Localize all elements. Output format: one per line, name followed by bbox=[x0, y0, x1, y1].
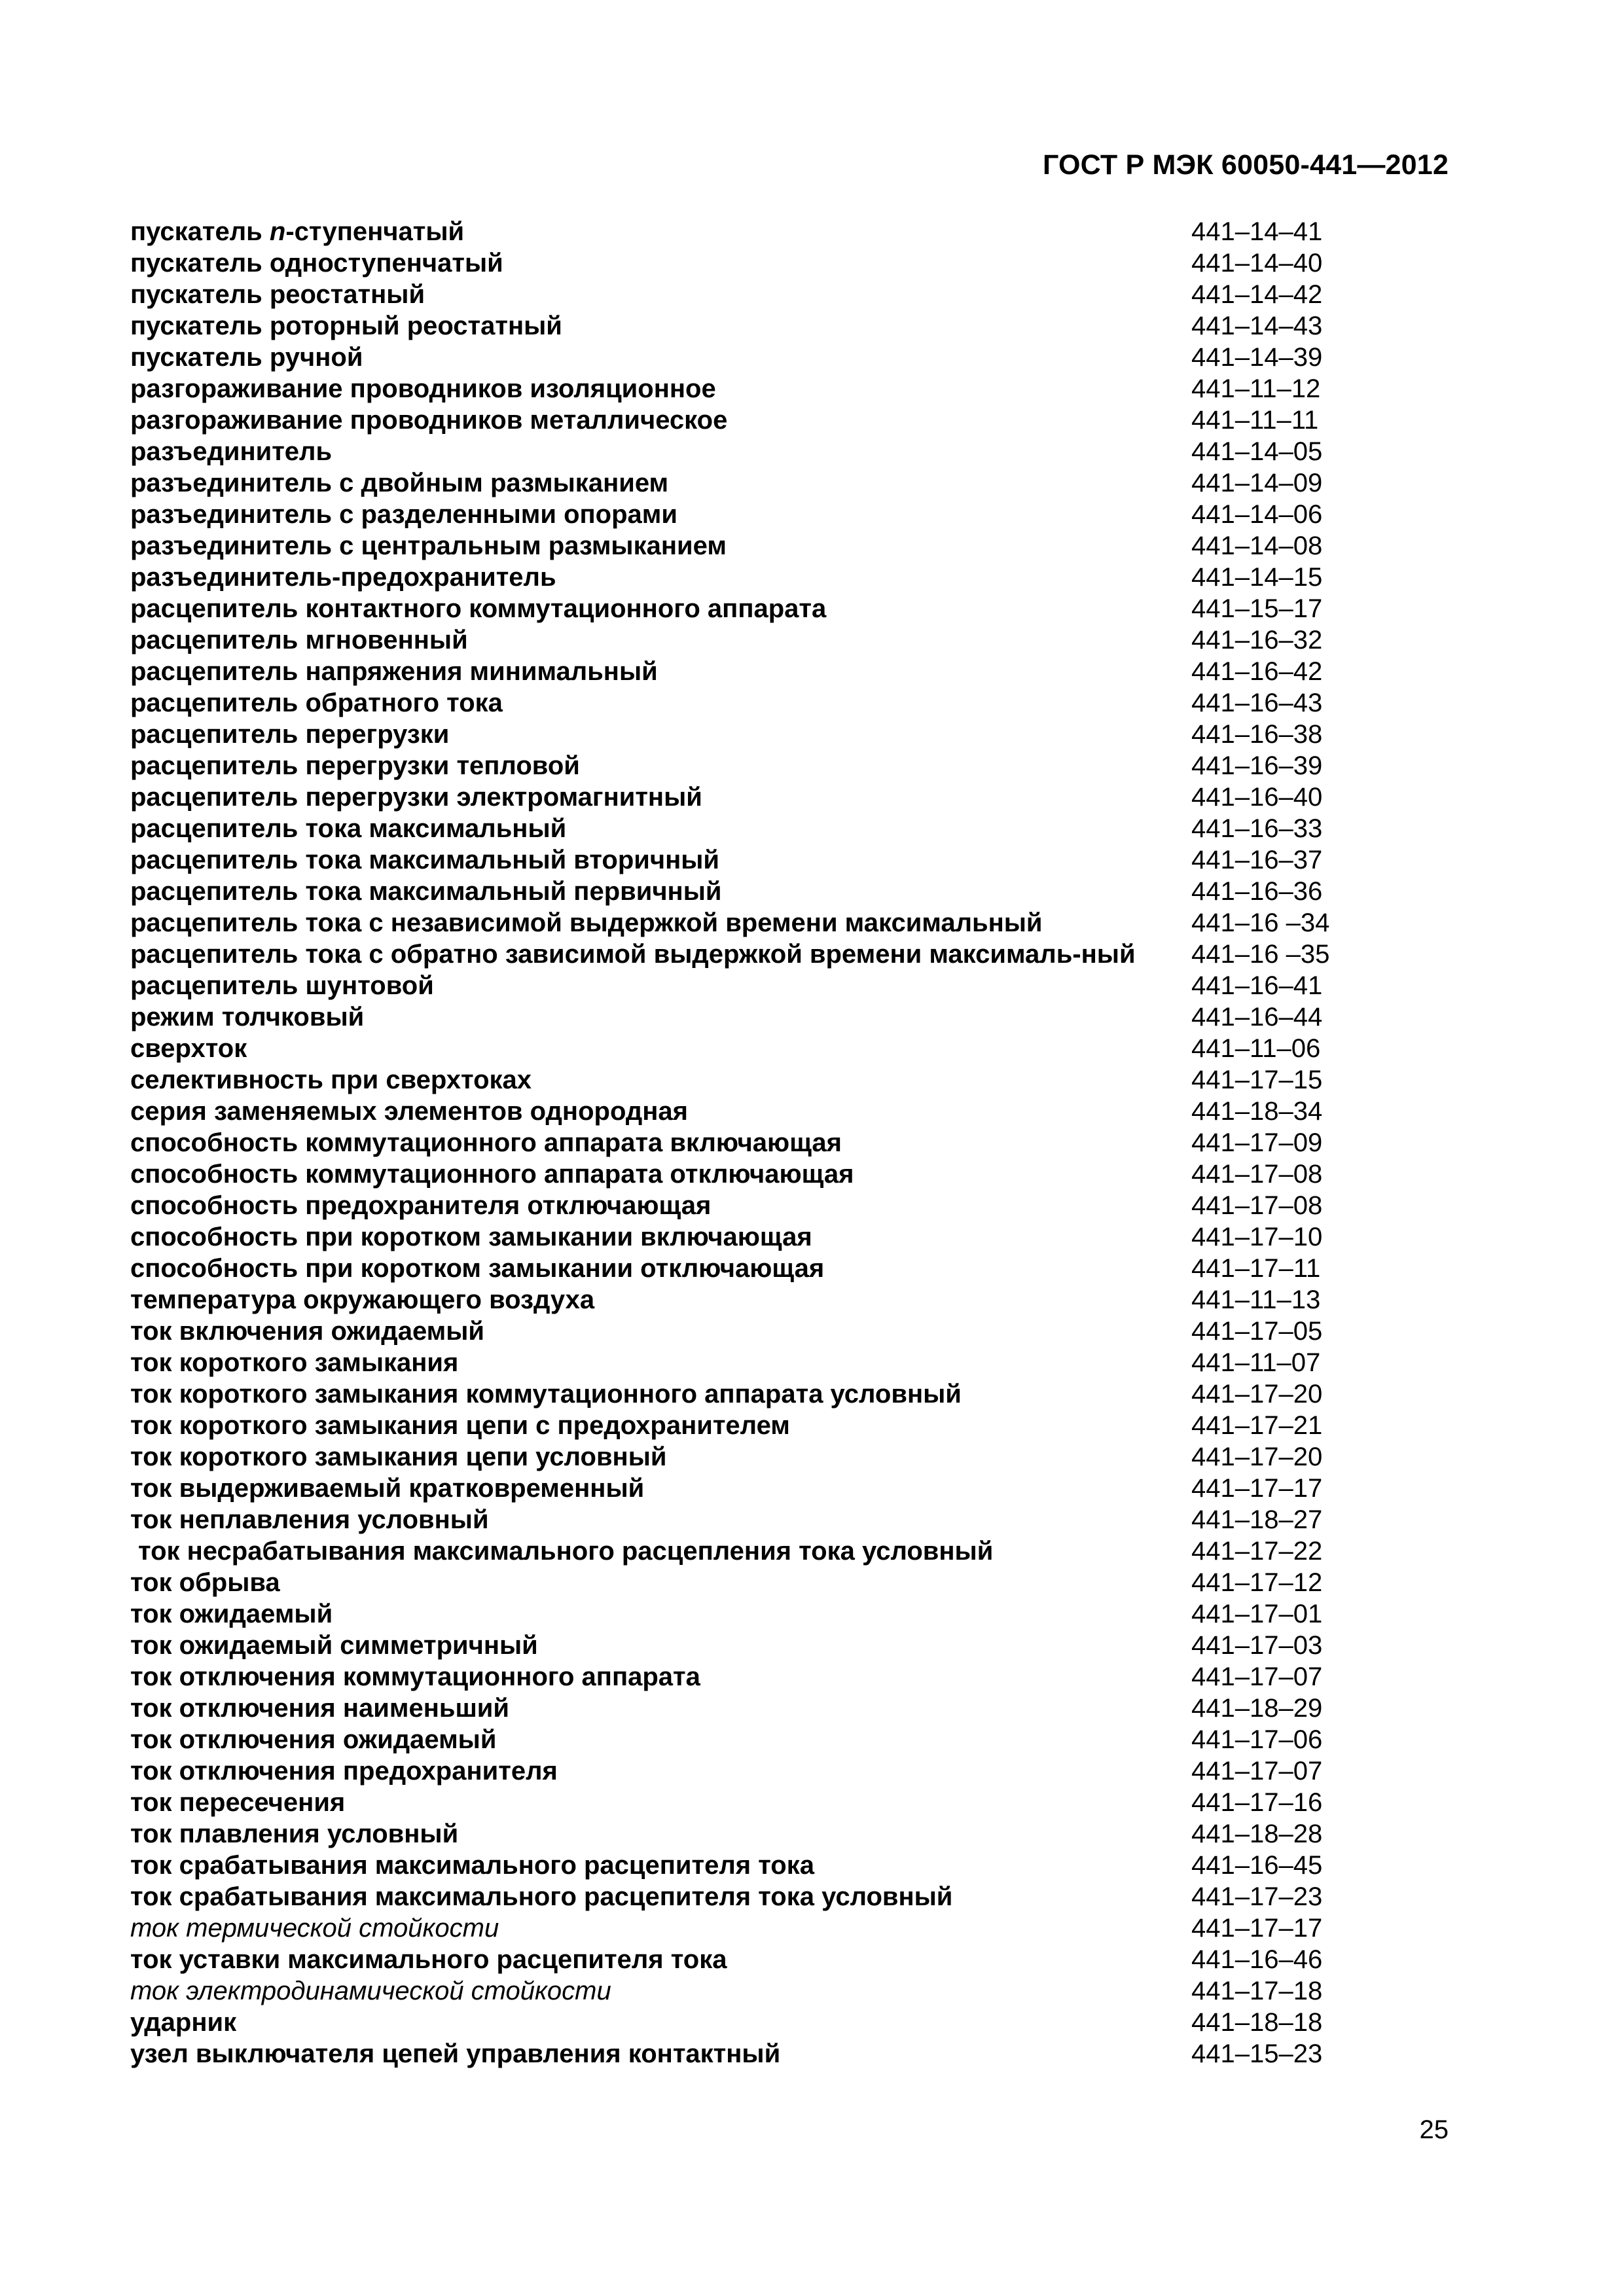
index-term: ток включения ожидаемый bbox=[130, 1317, 484, 1346]
index-code: 441–17–21 bbox=[1191, 1411, 1323, 1440]
index-code: 441–17–10 bbox=[1191, 1223, 1323, 1251]
index-code: 441–17–08 bbox=[1191, 1191, 1323, 1220]
index-code: 441–17–06 bbox=[1191, 1725, 1323, 1754]
index-entry bbox=[130, 876, 1453, 907]
index-term: ток уставки максимального расцепителя тока bbox=[130, 1945, 727, 1974]
index-term: ток отключения ожидаемый bbox=[130, 1725, 497, 1754]
index-term: ток срабатывания максимального расцепителя тока bbox=[130, 1851, 814, 1880]
index-term: ток отключения наименьший bbox=[130, 1694, 509, 1723]
term-index-list bbox=[130, 216, 1453, 2070]
index-code: 441–16 –34 bbox=[1191, 908, 1330, 937]
index-entry bbox=[130, 499, 1453, 530]
index-entry bbox=[130, 1347, 1453, 1378]
index-term: разъединитель с центральным размыканием bbox=[130, 531, 727, 560]
index-entry bbox=[130, 1850, 1453, 1881]
index-code: 441–16–45 bbox=[1191, 1851, 1323, 1880]
document-header: ГОСТ Р МЭК 60050-441—2012 bbox=[1043, 149, 1449, 181]
index-term: ток выдерживаемый кратковременный bbox=[130, 1474, 645, 1503]
index-entry bbox=[130, 1881, 1453, 1912]
index-term: способность предохранителя отключающая bbox=[130, 1191, 712, 1220]
index-entry bbox=[130, 624, 1453, 656]
index-code: 441–17–15 bbox=[1191, 1066, 1323, 1094]
index-entry bbox=[130, 1410, 1453, 1441]
index-code: 441–17–20 bbox=[1191, 1380, 1323, 1408]
index-entry bbox=[130, 656, 1453, 687]
index-entry bbox=[130, 1064, 1453, 1096]
index-entry bbox=[130, 436, 1453, 467]
index-term: разъединитель bbox=[130, 437, 333, 466]
index-code: 441–11–13 bbox=[1191, 1285, 1321, 1314]
index-entry bbox=[130, 342, 1453, 373]
index-entry bbox=[130, 1787, 1453, 1818]
index-code: 441–14–05 bbox=[1191, 437, 1323, 466]
index-entry bbox=[130, 562, 1453, 593]
index-entry bbox=[130, 1661, 1453, 1693]
index-entry bbox=[130, 1096, 1453, 1127]
index-entry bbox=[130, 1693, 1453, 1724]
index-entry bbox=[130, 970, 1453, 1001]
index-term: ток отключения коммутационного аппарата bbox=[130, 1662, 700, 1691]
index-term: ударник bbox=[130, 2008, 237, 2037]
index-term-text: пускатель bbox=[130, 217, 270, 246]
index-term: ток срабатывания максимального расцепителя тока условный bbox=[130, 1882, 953, 1911]
index-entry bbox=[130, 719, 1453, 750]
index-term: расцепитель обратного тока bbox=[130, 689, 503, 717]
index-entry bbox=[130, 530, 1453, 562]
index-entry bbox=[130, 1535, 1453, 1567]
index-entry bbox=[130, 1944, 1453, 1975]
index-entry bbox=[130, 1441, 1453, 1473]
index-code: 441–14–15 bbox=[1191, 563, 1323, 592]
index-term: ток термической стойкости bbox=[130, 1914, 499, 1943]
index-term: ток короткого замыкания bbox=[130, 1348, 459, 1377]
index-term: способность коммутационного аппарата включающая bbox=[130, 1128, 842, 1157]
index-term: расцепитель шунтовой bbox=[130, 971, 434, 1000]
index-term: расцепитель мгновенный bbox=[130, 626, 468, 655]
index-entry bbox=[130, 310, 1453, 342]
index-code: 441–16–42 bbox=[1191, 657, 1323, 686]
index-code: 441–11–06 bbox=[1191, 1034, 1321, 1063]
index-code: 441–17–08 bbox=[1191, 1160, 1323, 1189]
index-code: 441–18–34 bbox=[1191, 1097, 1323, 1126]
index-entry bbox=[130, 1378, 1453, 1410]
index-code: 441–17–03 bbox=[1191, 1631, 1323, 1660]
index-entry bbox=[130, 813, 1453, 844]
index-code: 441–17–20 bbox=[1191, 1443, 1323, 1471]
index-entry bbox=[130, 1253, 1453, 1284]
index-entry bbox=[130, 1630, 1453, 1661]
index-code: 441–14–06 bbox=[1191, 500, 1323, 529]
index-code: 441–16–32 bbox=[1191, 626, 1323, 655]
index-code: 441–16–40 bbox=[1191, 783, 1323, 812]
index-code: 441–14–43 bbox=[1191, 312, 1323, 340]
index-term: разгораживание проводников металлическое bbox=[130, 406, 728, 435]
index-term: температура окружающего воздуха bbox=[130, 1285, 595, 1314]
index-entry bbox=[130, 1001, 1453, 1033]
index-entry bbox=[130, 750, 1453, 781]
index-entry bbox=[130, 1504, 1453, 1535]
index-code: 441–16–39 bbox=[1191, 751, 1323, 780]
index-term: ток короткого замыкания цепи с предохранителем bbox=[130, 1411, 790, 1440]
index-term: ток обрыва bbox=[130, 1568, 280, 1597]
index-entry bbox=[130, 781, 1453, 813]
index-entry bbox=[130, 279, 1453, 310]
index-entry bbox=[130, 907, 1453, 939]
index-code: 441–16–37 bbox=[1191, 846, 1323, 874]
index-code: 441–17–16 bbox=[1191, 1788, 1323, 1817]
index-code: 441–16–43 bbox=[1191, 689, 1323, 717]
index-term: ток отключения предохранителя bbox=[130, 1757, 558, 1785]
index-entry bbox=[130, 1567, 1453, 1598]
index-term: ток несрабатывания максимального расцепления тока условный bbox=[138, 1537, 994, 1566]
index-entry bbox=[130, 2038, 1453, 2070]
index-term: разгораживание проводников изоляционное bbox=[130, 374, 716, 403]
index-term: расцепитель перегрузки bbox=[130, 720, 450, 749]
index-term: ток плавления условный bbox=[130, 1820, 459, 1848]
index-code: 441–16–36 bbox=[1191, 877, 1323, 906]
index-entry bbox=[130, 1284, 1453, 1316]
index-term: расцепитель перегрузки тепловой bbox=[130, 751, 580, 780]
index-entry bbox=[130, 2007, 1453, 2038]
index-term: ток ожидаемый симметричный bbox=[130, 1631, 538, 1660]
index-code: 441–17–07 bbox=[1191, 1757, 1323, 1785]
index-code: 441–17–01 bbox=[1191, 1600, 1323, 1628]
index-term: расцепитель тока максимальный bbox=[130, 814, 567, 843]
index-term-variable: n bbox=[269, 217, 286, 246]
index-code: 441–17–05 bbox=[1191, 1317, 1323, 1346]
index-term: ток ожидаемый bbox=[130, 1600, 333, 1628]
index-term: пускатель реостатный bbox=[130, 280, 425, 309]
page-number: 25 bbox=[1419, 2115, 1449, 2144]
index-term-text: -ступенчатый bbox=[285, 217, 465, 246]
index-term: ток пересечения bbox=[130, 1788, 346, 1817]
index-term: ток короткого замыкания коммутационного аппарата условный bbox=[130, 1380, 962, 1408]
index-code: 441–17–23 bbox=[1191, 1882, 1323, 1911]
index-code: 441–16–33 bbox=[1191, 814, 1323, 843]
index-entry bbox=[130, 687, 1453, 719]
index-entry bbox=[130, 1912, 1453, 1944]
index-code: 441–16–41 bbox=[1191, 971, 1323, 1000]
index-code: 441–14–40 bbox=[1191, 249, 1323, 278]
index-term: расцепитель тока максимальный первичный bbox=[130, 877, 722, 906]
index-code: 441–17–17 bbox=[1191, 1914, 1323, 1943]
index-code: 441–15–17 bbox=[1191, 594, 1323, 623]
index-code: 441–14–08 bbox=[1191, 531, 1323, 560]
index-code: 441–11–11 bbox=[1191, 406, 1319, 435]
index-term: узел выключателя цепей управления контактный bbox=[130, 2039, 781, 2068]
index-code: 441–15–23 bbox=[1191, 2039, 1323, 2068]
index-entry bbox=[130, 1598, 1453, 1630]
index-term: способность при коротком замыкании отключающая bbox=[130, 1254, 825, 1283]
index-term: ток неплавления условный bbox=[130, 1505, 489, 1534]
index-entry bbox=[130, 1127, 1453, 1158]
index-entry bbox=[130, 1316, 1453, 1347]
index-term: расцепитель перегрузки электромагнитный bbox=[130, 783, 702, 812]
index-term: пускатель одноступенчатый bbox=[130, 249, 503, 278]
index-term: ток электродинамической стойкости bbox=[130, 1977, 611, 2005]
index-entry bbox=[130, 216, 1453, 247]
index-term bbox=[130, 216, 1168, 247]
index-code: 441–17–09 bbox=[1191, 1128, 1323, 1157]
index-entry bbox=[130, 247, 1453, 279]
index-entry bbox=[130, 1221, 1453, 1253]
index-code: 441–18–27 bbox=[1191, 1505, 1323, 1534]
index-term: способность при коротком замыкании включающая bbox=[130, 1223, 812, 1251]
index-code: 441–16 –35 bbox=[1191, 940, 1330, 969]
index-code: 441–17–07 bbox=[1191, 1662, 1323, 1691]
index-code: 441–16–46 bbox=[1191, 1945, 1323, 1974]
index-entry bbox=[130, 1473, 1453, 1504]
index-term: расцепитель тока с обратно зависимой выдержкой времени максималь-ный bbox=[130, 940, 1136, 969]
index-code: 441–17–18 bbox=[1191, 1977, 1323, 2005]
index-entry bbox=[130, 1033, 1453, 1064]
index-entry bbox=[130, 1975, 1453, 2007]
index-term: разъединитель-предохранитель bbox=[130, 563, 556, 592]
index-code: 441–17–17 bbox=[1191, 1474, 1323, 1503]
index-term: серия заменяемых элементов однородная bbox=[130, 1097, 688, 1126]
index-code: 441–11–12 bbox=[1191, 374, 1321, 403]
index-entry bbox=[130, 1158, 1453, 1190]
index-code: 441–18–29 bbox=[1191, 1694, 1323, 1723]
index-entry bbox=[130, 1755, 1453, 1787]
index-entry bbox=[130, 593, 1453, 624]
index-term: расцепитель тока с независимой выдержкой времени максимальный bbox=[130, 908, 1043, 937]
index-term: расцепитель тока максимальный вторичный bbox=[130, 846, 720, 874]
index-term: разъединитель с разделенными опорами bbox=[130, 500, 677, 529]
index-code: 441–14–39 bbox=[1191, 343, 1323, 372]
index-entry bbox=[130, 1724, 1453, 1755]
index-code: 441–14–42 bbox=[1191, 280, 1323, 309]
index-code: 441–18–18 bbox=[1191, 2008, 1323, 2037]
index-term: сверхток bbox=[130, 1034, 247, 1063]
index-code: 441–18–28 bbox=[1191, 1820, 1323, 1848]
index-code: 441–17–22 bbox=[1191, 1537, 1323, 1566]
index-entry bbox=[130, 1818, 1453, 1850]
index-term: способность коммутационного аппарата отключающая bbox=[130, 1160, 854, 1189]
index-entry bbox=[130, 373, 1453, 404]
index-code: 441–16–44 bbox=[1191, 1003, 1323, 1031]
index-entry bbox=[130, 939, 1453, 970]
index-term: селективность при сверхтоках bbox=[130, 1066, 532, 1094]
index-term: пускатель роторный реостатный bbox=[130, 312, 562, 340]
index-term: разъединитель с двойным размыканием bbox=[130, 469, 669, 497]
index-code: 441–17–12 bbox=[1191, 1568, 1323, 1597]
index-entry bbox=[130, 404, 1453, 436]
index-term: пускатель ручной bbox=[130, 343, 363, 372]
index-entry bbox=[130, 844, 1453, 876]
index-term: расцепитель контактного коммутационного аппарата bbox=[130, 594, 827, 623]
index-code: 441–17–11 bbox=[1191, 1254, 1321, 1283]
index-term: режим толчковый bbox=[130, 1003, 365, 1031]
index-entry bbox=[130, 467, 1453, 499]
index-code: 441–14–41 bbox=[1191, 217, 1323, 246]
index-code: 441–14–09 bbox=[1191, 469, 1323, 497]
index-term: ток короткого замыкания цепи условный bbox=[130, 1443, 667, 1471]
index-code: 441–11–07 bbox=[1191, 1348, 1321, 1377]
index-term: расцепитель напряжения минимальный bbox=[130, 657, 658, 686]
index-entry bbox=[130, 1190, 1453, 1221]
index-code: 441–16–38 bbox=[1191, 720, 1323, 749]
